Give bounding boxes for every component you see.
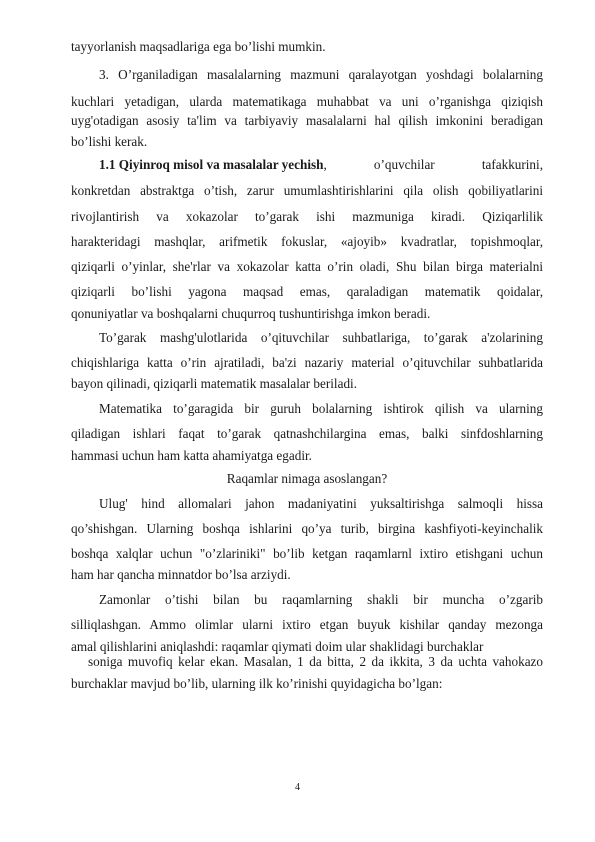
text-line: [99, 157, 543, 173]
text-line: To’garak mashg'ulotlarida o’qituvchilar suhbatlariga, to’garak a'zolarining: [99, 330, 543, 345]
text-line: qiziqarli o’yinlar, she'rlar va xokazolar katta o’rin oladi, Shu bilan birga materialni: [71, 259, 543, 274]
text-fragment: , o’quvchilar tafakkurini,: [323, 157, 543, 172]
text-line: harakteridagi mashqlar, arifmetik fokuslar, «ajoyib» kvadratlar, topishmoqlar,: [71, 234, 543, 249]
text-line: qonuniyatlar va boshqalarni chuqurroq tushuntirishga imkon beradi.: [71, 306, 431, 321]
text-line: soniga muvofiq kelar ekan. Masalan, 1 da bitta, 2 da ikkita, 3 da uchta vahokazo: [88, 654, 543, 669]
text-line: tayyorlanish maqsadlariga ega bo’lishi mumkin.: [71, 39, 326, 54]
text-line: bayon qilinadi, qiziqarli matematik masalalar beriladi.: [71, 376, 357, 391]
text-line: hammasi uchun ham katta ahamiyatga egadir.: [71, 448, 312, 463]
section-heading: 1.1 Qiyinroq misol va masalalar yechish: [99, 157, 324, 172]
text-line: 3. O’rganiladigan masalalarning mazmuni qaralayotgan yoshdagi bolalarning: [99, 67, 543, 82]
text-line: rivojlantirish va xokazolar to’garak ishi mazmuniga kiradi. Qiziqarlilik: [71, 209, 543, 224]
text-line: Ulug' hind allomalari jahon madaniyatini yuksaltirishga salmoqli hissa: [99, 496, 543, 511]
text-line: qiziqarli bo’lishi yagona maqsad emas, qaraladigan matematik qoidalar,: [71, 284, 543, 299]
text-line: chiqishlariga katta o’rin ajratiladi, ba'zi nazariy material o’qituvchilar suhbatlarida: [71, 355, 543, 370]
text-line: boshqa xalqlar uchun "o’zlariniki" bo’lib ketgan raqamlarnl ixtiro etishgani uchun: [71, 546, 543, 561]
text-line: qiladigan ishlari faqat to’garak qatnashchilargina emas, balki sinfdoshlarning: [71, 426, 543, 441]
text-line: kuchlari yetadigan, ularda matematikaga muhabbat va uni o’rganishga qiziqish: [71, 94, 543, 109]
page-number: 4: [295, 782, 300, 793]
text-line: uyg'otadigan asosiy ta'lim va tarbiyaviy masalalarni hal qilish imkonini beradigan: [71, 113, 543, 128]
subheading: Raqamlar nimaga asoslangan?: [226, 471, 388, 486]
text-line: Zamonlar o’tishi bilan bu raqamlarning shakli bir muncha o’zgarib: [99, 592, 543, 607]
text-line: silliqlashgan. Ammo olimlar ularni ixtiro etgan buyuk kishilar qanday mezonga: [71, 617, 543, 632]
text-line: ham har qancha minnatdor bo’lsa arziydi.: [71, 567, 291, 582]
text-line: konkretdan abstraktga o’tish, zarur umumlashtirishlarini qila olish qobiliyatlarini: [71, 183, 543, 198]
text-line: bo’lishi kerak.: [71, 134, 148, 149]
text-line: amal qilishlarini aniqlashdi: raqamlar qiymati doim ular shaklidagi burchaklar: [71, 639, 484, 654]
text-line: qo’shishgan. Ularning boshqa ishlarini qo’ya turib, birgina kashfiyoti-keyinchalik: [71, 521, 543, 536]
text-line: Matematika to’garagida bir guruh bolalarning ishtirok qilish va ularning: [99, 401, 543, 416]
text-line: burchaklar mavjud bo’lib, ularning ilk ko’rinishi quyidagicha bo’lgan:: [71, 676, 443, 691]
